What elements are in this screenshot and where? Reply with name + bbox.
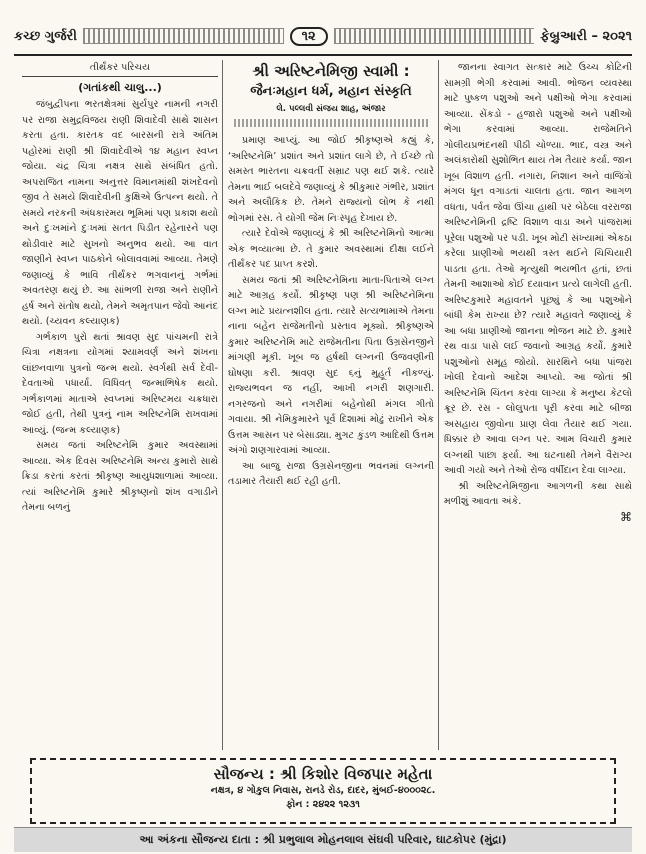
column-divider (222, 60, 223, 750)
magazine-name: કચ્છ ગુર્જરી (14, 28, 77, 44)
paragraph: સમય જતાં શ્રી અરિષ્ટનેમિના માતા-પિતાએ લગ્ન માટે આગ્રહ કર્યો. શ્રીકૃષ્ણ પણ શ્રી અરિષ્ટનેમિના લગ્ન માટે પ્રયત્નશીલ હતા. ત્યારે સત્યભામાએ તેમના નાના બહેન રાજેમતીનો પ્રસ્તાવ મૂક્યો. શ્રીકૃષ્ણએ કુમાર અરિષ્ટનેમિ માટે રાજેમતીના પિતા ઉગ્રસેનજીને માંગણી મૂકી. ખૂબ જ હર્ષથી લગ્નની ઉજવણીની ઘોષણા કરી. શ્રાવણ સુદ ૬નું મુહૂર્ત નીકળ્યું. રાજ્યભવન જ નહીં, આખી નગરી શણગારી. નગરજનો અને નગરીમાં બહેનોથી મંગલ ગીતો ગવાયા. શ્રી નેમિકુમારને પૂર્વ દિશામાં મોઢું રાખીને એક ઉત્તમ આસન પર બેસાડ્યા. મુગટ કુંડળ આદિથી ઉત્તમ અંગો શણગારવામાં આવ્યા. (228, 274, 435, 456)
header-rule (14, 54, 632, 56)
sponsor-name: સૌજન્ય : શ્રી કિશોર વિજપાર મહેતા (213, 765, 433, 783)
title-ornament (234, 119, 428, 127)
article-subtitle: જૈનઃમહાન ધર્મ, મહાન સંસ્કૃતિ (250, 84, 412, 99)
sponsor-address: નક્ષત્ર, ૪ ગોકુલ નિવાસ, રાનડે રોડ, દાદર, મુંબઈ-૪૦૦૦૨૮. (210, 785, 436, 796)
paragraph: ગર્ભકાળ પુરો થતાં શ્રાવણ સુદ પાંચમની રાત્રે ચિત્રા નક્ષત્રના યોગમાં શ્યામવર્ણ અને શંખના લાંછનવાળા પુત્રનો જન્મ થયો. સ્વર્ગથી સર્વ દેવી-દેવતાઓ પધાર્યા. વિધિવત્ જન્માભિષેક થયો. ગર્ભકાળમાં માતાએ સ્વપ્નમાં અરિષ્ટમય ચક્રધારા જોઈ હતી, તેથી પુત્રનું નામ અરિષ્ટનેમિ રાખવામાં આવ્યું. (જન્મ કલ્યાણક) (22, 331, 218, 436)
end-ornament-icon: ⌘ (620, 509, 632, 524)
section-tag: તીર્થંકર પરિચય (22, 60, 218, 77)
column-divider (438, 60, 439, 750)
footer-text: આ અંકના સૌજન્ય દાતા : શ્રી પ્રભુલાલ મોહનલાલ સંઘવી પરિવાર, ઘાટકોપર (મુંદ્રા) (139, 833, 507, 846)
sponsor-box (30, 758, 616, 824)
paragraph: પ્રમાણ આપ્યું. આ જોઈ શ્રીકૃષ્ણએ કહ્યું કે, ‘અરિષ્ટનેમિ’ પ્રશાંત અને પ્રશાંત લાગે છે, તે ઈચ્છે તો સમસ્ત ભારતના ચક્રવર્તી સમ્રાટ પણ થઈ શકે. ત્યારે તેમના ભાઈ બલદેવે જણાવ્યું કે શ્રીકુમાર ગંભીર, પ્રશાંત અને અલૌકિક છે. તેમને રાજ્યનો લોભ કે નથી ભોગમાં રસ. તે યોગી જેમ નિઃસ્પૃહ દેખાય છે. (228, 135, 434, 224)
paragraph: જાનના સ્વાગત સત્કાર માટે ઉચ્ચ કોટિની સામગ્રી ભેગી કરવામાં આવી. ભોજન વ્યવસ્થા માટે પુષ્કળ પશુઓ અને પક્ષીઓ ભેગા કરવામાં આવ્યા. સેંકડો - હજારો પશુઓ અને પક્ષીઓ ભેગા કરવામાં આવ્યા. રાજેમતિને ગોલીયપ્રભંદનથી પીઠી ચોળ્યા. ભાદ, વસ્ત્ર અને અલંકારોથી સુશોભિત થાય તેમ તૈયાર કર્યા. જાન ખૂબ વિશાળ હતી. નગારા, નિશાન અને વાજિંત્રો મંગલ ધૂન વગાડતાં ચાલતા હતા. જાન આગળ વધતા, પર્વત જેવા ઊંચા હાથી પર બેઠેલા વરરાજા અરિષ્ટનેમિની દ્રષ્ટિ વિશાળ વાડા અને પાંજરામાં પૂરેલા પશુઓ પર પડી. ખૂબ મોટી સંખ્યામાં એકઠા કરેલા પ્રાણીઓ ભયથી ત્રસ્ત થઈને ચિચિયારી પાડતા હતા. તેઓ મૃત્યુથી ભયભીત હતાં, છતાં તેમની આશાઓ કોઈ દયાવાન પ્રત્યે લાગેલી હતી. અરિષ્ટકુમારે મહાવતને પૂછ્યું કે આ પશુઓને બાંધી કેમ રાખ્યા છે? ત્યારે મહાવતે જણાવ્યું કે આ બધા પ્રાણીઓ જાનના ભોજન માટે છે. કુમારે રથ વાડા પાસે લઈ જવાનો આગ્રહ કર્યો. કુમારે પશુઓનો સમૂહ જોયો. સારથિને બધા પાંજરા ખોલી દેવાનો આદેશ આપ્યો. આ જોતાં શ્રી અરિષ્ટનેમિ ચિંતન કરવા લાગ્યા કે મનુષ્ય કેટલો ક્રૂર છે. રસ - લોલુપતા પૂરી કરવા માટે બીજા અસહાય જીવોના પ્રાણ લેવા તૈયાર થઈ ગયા. ધિક્કાર છે આવા લગ્ન પર. આમ વિચારી કુમાર લગ્નથી પાછા ફર્યા. આ ઘટનાથી તેમને વૈરાગ્ય આવી ગયો અને તેઓ રોજ વર્ષીદાન દેવા લાગ્યા. (444, 62, 632, 476)
paragraph: ત્યારે દેવોએ જણાવ્યું કે શ્રી અરિષ્ટનેમિનો આત્મા એક ભવ્યાત્મા છે. તે કુમાર અવસ્થામાં દીક્ષા લઈને તીર્થંકર પદ પ્રાપ્ત કરશે. (228, 228, 434, 270)
article-heading (228, 60, 434, 127)
column-2 (228, 60, 434, 490)
issue-date: ફેબ્રુઆરી – ૨૦૨૧ (540, 28, 632, 44)
continued-label: (ગતાંકથી ચાલુ...) (78, 80, 162, 94)
footer-banner (14, 827, 632, 852)
article-author: લે. પલ્લવી સંજય શાહ, અંજાર (276, 104, 386, 114)
header-border-pattern (83, 28, 284, 44)
column-1 (22, 60, 218, 516)
paragraph: આ બાજુ રાજા ઉગ્રસેનજીના ભવનમાં લગ્નની તડામાર તૈયારી થઈ રહી હતી. (228, 460, 434, 487)
page-header (14, 22, 632, 50)
paragraph: સમય જતાં અરિષ્ટનેમિ કુમાર અવસ્થામાં આવ્યા. એક દિવસ અરિષ્ટનેમિ અન્ય કુમારો સાથે ક્રિડા કરતાં કરતાં શ્રીકૃષ્ણ આયુધશાળામાં આવ્યા. ત્યાં અરિષ્ટનેમિ કુમારે શ્રીકૃષ્ણનો શંખ વગાડીને તેમના બળનું (22, 440, 218, 513)
sponsor-phone: ફોન : ૨૪૨૨ ૧૨૩૧ (286, 799, 360, 810)
header-border-pattern (334, 28, 535, 44)
article-title: શ્રી અરિષ્ટનેમિજી સ્વામી : (252, 62, 410, 80)
paragraph: શ્રી અરિષ્ટનેમિજીના આગળની કથા સાથે મળીશું આવતા અંકે. (444, 480, 632, 507)
paragraph: જંબુદ્વીપના ભરતક્ષેત્રમાં સુર્યપુર નામની નગરી પર રાજા સમુદ્રવિજય રાણી શિવાદેવી સાથે શાસન કરતા હતા. કારતક વદ બારસની રાત્રે અંતિમ પહોરમાં રાણી શ્રી શિવાદેવીએ ૧૪ મહાન સ્વપ્ન જોયા. ચંદ્ર ચિત્રા નક્ષત્ર સાથે સંબંધિત હતો. અપરાજિત નામના અનુત્તર વિમાનમાંથી શંખદેવનો જીવ તે સમયે શિવાદેવીની કુક્ષિએ ઉત્પન્ન થયો. તે સમયે નરકની અંધકારમય ભૂમિમાં પણ પ્રકાશ થયો અને દુઃખમાંને દુઃખમાં સતત પિડીત રહેનારને પણ થોડીવાર માટે સુખનો અનુભવ થયો. આ વાત જાણીને સ્વપ્ન પાઠકોને બોલાવવામાં આવ્યા. તેમણે જણાવ્યું કે ભાવિ તીર્થંકર ભગવાનનું ગર્ભમાં અવતરણ થયું છે. આ સાંભળી રાજા અને રાણીને હર્ષ અને સંતોષ થયો, તેમને અમૃતપાન જેવો આનંદ થયો. (ચ્યવન કલ્યાણક) (22, 99, 218, 327)
column-3 (444, 60, 632, 525)
page-number: ૧૨ (290, 27, 328, 46)
